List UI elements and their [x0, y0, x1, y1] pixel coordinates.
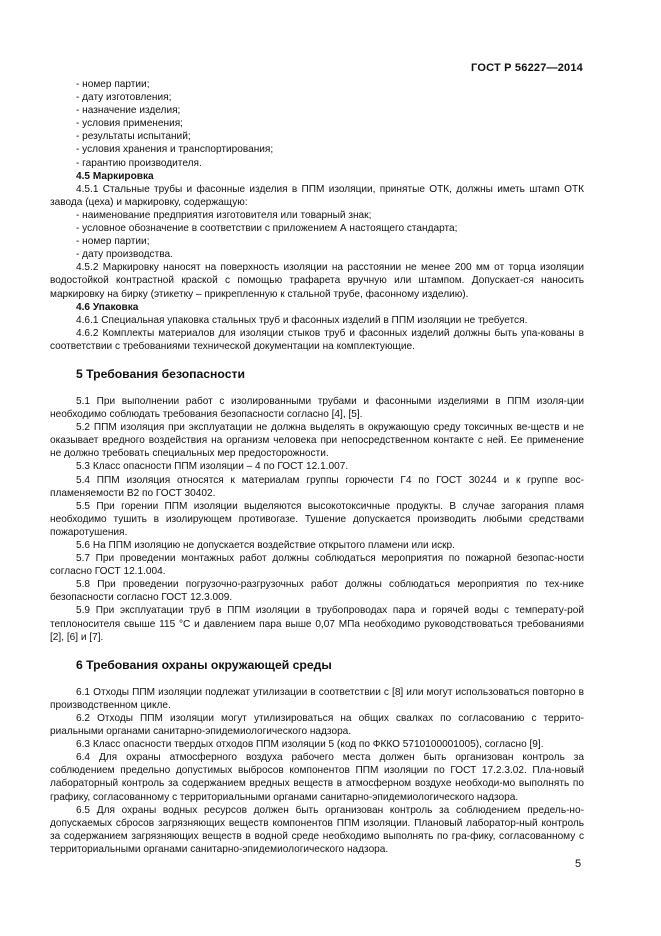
list-item: - номер партии;	[76, 79, 150, 90]
subsection-title-marking: 4.5 Маркировка	[76, 170, 154, 182]
page-number: 5	[575, 858, 582, 870]
list-item: - результаты испытаний;	[76, 131, 191, 143]
list-item: - условное обозначение в соответствии с приложением А настоящего стандарта;	[76, 223, 458, 235]
paragraph: 6.1 Отходы ППМ изоляции подлежат утилизации в соответствии с [8] или могут использоваться повторно в производственном цикле.	[50, 686, 584, 711]
list-item: - гарантию производителя.	[76, 157, 202, 169]
list-item: - назначение изделия;	[76, 105, 181, 117]
list-item: - дату изготовления;	[76, 92, 172, 104]
paragraph: 5.2 ППМ изоляция при эксплуатации не должна выделять в окружающую среду токсичных ве-ществ и не оказывает вредного воздействия на организм человека при непосредственном контакте с ней. Ее применение не должно требовать специальных мер предосторожности.	[50, 422, 584, 460]
paragraph: 5.3 Класс опасности ППМ изоляции – 4 по ГОСТ 12.1.007.	[76, 461, 349, 473]
list-item: - дату производства.	[76, 249, 173, 261]
list-item: - номер партии;	[76, 236, 150, 248]
paragraph: 4.5.2 Маркировку наносят на поверхность изоляции на расстоянии не менее 200 мм от торца изоляции водостойкой контрастной краской с помощью трафарета вручную или штампом. Допускает-ся наносить маркировку на бирку (этикетку – прикрепленную к стальной трубе, фасонному изделию).	[50, 262, 584, 300]
list-item: - условия хранения и транспортирования;	[76, 144, 274, 156]
paragraph: 6.5 Для охраны водных ресурсов должен быть организован контроль за соблюдением предель-но-допускаемых сбросов загрязняющих веществ компонентов ППМ изоляции. Плановый лаборатор-ный контроль за содержанием загрязняющих веществ в водной среде необходимо выполнять по гра-фику, согласованному с территориальными органами санитарно-эпидемиологического надзора.	[50, 804, 584, 855]
paragraph: 5.7 При проведении монтажных работ должны соблюдаться мероприятия по пожарной безопас-ности согласно ГОСТ 12.1.004.	[50, 553, 584, 578]
paragraph: 5.9 При эксплуатации труб в ППМ изоляции в трубопроводах пара и горячей воды с температу-рой теплоносителя свыше 115 °С и давлением пара выше 0,07 МПа необходимо руководствоваться требованиями [2], [6] и [7].	[50, 605, 584, 643]
paragraph: 5.4 ППМ изоляция относятся к материалам группы горючести Г4 по ГОСТ 30244 и к группе вос-пламеняемости В2 по ГОСТ 30402.	[50, 474, 584, 499]
document-code-header: ГОСТ Р 56227—2014	[471, 62, 583, 74]
section-title-safety: 5 Требования безопасности	[76, 366, 245, 381]
paragraph: 5.8 При проведении погрузочно-разгрузочных работ должны соблюдаться мероприятия по тех-нике безопасности согласно ГОСТ 12.3.009.	[50, 579, 584, 604]
paragraph: 5.1 При выполнении работ с изолированными трубами и фасонными изделиями в ППМ изоля-ции необходимо соблюдать требования безопасности согласно [4], [5].	[50, 395, 584, 421]
section-title-environment: 6 Требования охраны окружающей среды	[76, 657, 332, 672]
subsection-title-packaging: 4.6 Упаковка	[76, 301, 139, 313]
list-item: - условия применения;	[76, 118, 183, 130]
document-body	[50, 78, 584, 856]
paragraph: 6.2 Отходы ППМ изоляции могут утилизироваться на общих свалках по согласованию с террито-риальными органами санитарно-эпидемиологического надзора.	[50, 712, 584, 738]
paragraph: 6.4 Для охраны атмосферного воздуха рабочего места должен быть организован контроль за соблюдением предельно допустимых выбросов компонентов ППМ изоляции по ГОСТ 17.2.3.02. Пла-новый лабораторный контроль за содержанием вредных веществ в атмосферном воздухе необходи-мо выполнять по графику, согласованному с территориальными органами санитарно-эпидемиологического надзора.	[50, 752, 584, 803]
paragraph: 5.6 На ППМ изоляцию не допускается воздействие открытого пламени или искр.	[76, 540, 455, 551]
paragraph: 4.5.1 Стальные трубы и фасонные изделия в ППМ изоляции, принятые ОТК, должны иметь штамп ОТК завода (цеха) и маркировку, содержащую:	[50, 183, 584, 208]
paragraph: 4.6.1 Специальная упаковка стальных труб и фасонных изделий в ППМ изоляции не требуется.	[76, 314, 528, 326]
paragraph: 5.5 При горении ППМ изоляции выделяются высокотоксичные продукты. В случае загорания пламя необходимо тушить в изолирующем противогазе. Тушение допускается производить любыми средствами пожаротушения.	[50, 500, 584, 538]
paragraph: 6.3 Класс опасности твердых отходов ППМ изоляции 5 (код по ФККО 5710100001005), согласно [9].	[76, 739, 544, 751]
paragraph: 4.6.2 Комплекты материалов для изоляции стыков труб и фасонных изделий должны быть упа-кованы в соответствии с требованиями технической документации на комплектующие.	[50, 327, 584, 352]
list-item: - наименование предприятия изготовителя или товарный знак;	[76, 209, 372, 221]
